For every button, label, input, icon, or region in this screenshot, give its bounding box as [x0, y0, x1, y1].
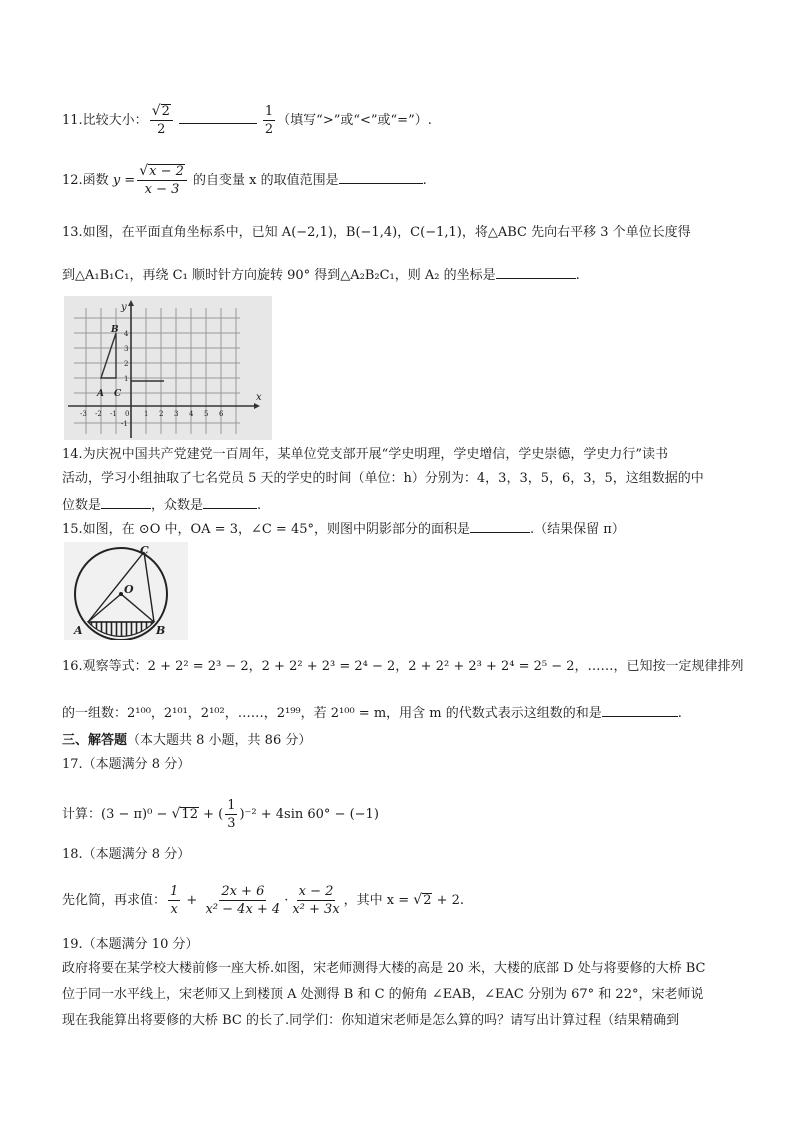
question-16-line2: 的一组数：2¹⁰⁰，2¹⁰¹，2¹⁰²，……，2¹⁹⁹，若 2¹⁰⁰ = m，用含 m 的代数式表示这组数的和是 . — [62, 702, 682, 723]
question-16-line1: 16.观察等式：2 + 2² = 2³ − 2，2 + 2² + 2³ = 2⁴ − 2，2 + 2² + 2³ + 2⁴ = 2⁵ − 2，……，已知按一定规律排列 — [62, 659, 744, 674]
circle-svg — [64, 542, 188, 640]
answer-blank[interactable] — [470, 518, 530, 533]
answer-blank[interactable] — [602, 702, 678, 717]
question-11: 11.比较大小： $\frac{√2}{2}$ $\frac{1}{2}$ （填写“>”或“<”或“=”）. — [62, 103, 432, 137]
question-13-line1: 13.如图，在平面直角坐标系中，已知 A(−2,1)，B(−1,4)，C(−1,1)，将△ABC 先向右平移 3 个单位长度得 — [62, 225, 691, 240]
x-tick: 0 — [125, 410, 130, 418]
question-14-line1: 14.为庆祝中国共产党建党一百周年，某单位党支部开展“学史明理，学史增信，学史崇德，学史力行”读书 — [62, 447, 668, 462]
answer-blank[interactable] — [496, 264, 576, 279]
coordinate-grid-figure — [64, 296, 272, 440]
point-label-b: B — [156, 624, 166, 637]
fraction-sqrt2-over-2: $\frac{√2}{2}$ — [150, 104, 173, 137]
point-label-b: B — [111, 325, 119, 335]
y-tick: -1 — [121, 420, 128, 428]
y-tick: 2 — [124, 360, 129, 368]
y-axis-label: y — [121, 302, 127, 313]
section-note: （本大题共 8 小题，共 86 分） — [127, 733, 312, 748]
section-3-heading — [62, 732, 311, 750]
function-fraction: $\frac{√x - 2}{x - 3}$ — [137, 164, 187, 197]
question-19-line3: 现在我能算出将要修的大桥 BC 的长了.同学们：你知道宋老师是怎么算的吗？请写出计算过程（结果精确到 — [62, 1013, 680, 1028]
question-19-line1: 政府将要在某学校大楼前修一座大桥.如图，宋老师测得大楼的高是 20 米，大楼的底部 D 处与将要修的大桥 BC — [62, 961, 706, 976]
question-14-line3: 位数是 ，众数是 . — [62, 494, 261, 515]
fraction-one-half: $\frac{1}{2}$ — [264, 104, 274, 137]
point-label-c: C — [114, 389, 122, 399]
question-19-line2: 位于同一水平线上，宋老师又上到楼顶 A 处测得 B 和 C 的俯角 ∠EAB，∠EAC 分别为 67° 和 22°，宋老师说 — [62, 987, 704, 1002]
question-12: 12.函数 y = $\frac{√x - 2}{x - 3}$ 的自变量 x 的取值范围是 . — [62, 163, 427, 197]
x-tick: 3 — [174, 410, 179, 418]
question-14-line2: 活动，学习小组抽取了七名党员 5 天的学史的时间（单位：h）分别为：4，3，3，5，6，3，5，这组数据的中 — [62, 471, 704, 486]
x-tick: 4 — [189, 410, 194, 418]
x-axis-label: x — [256, 392, 262, 403]
mode-blank[interactable] — [203, 494, 257, 509]
point-label-a: A — [97, 389, 104, 399]
y-tick: 4 — [124, 330, 129, 338]
question-18-header: 18.（本题满分 8 分） — [62, 847, 191, 862]
median-blank[interactable] — [101, 494, 151, 509]
center-point — [119, 592, 123, 596]
question-13-line2: 到△A₁B₁C₁，再绕 C₁ 顺时针方向旋转 90° 得到△A₂B₂C₁，则 A₂ 的坐标是 . — [62, 264, 580, 285]
section-title: 三、解答题 — [62, 733, 128, 748]
x-tick: -1 — [110, 410, 117, 418]
answer-blank[interactable] — [339, 169, 423, 184]
question-17-header: 17.（本题满分 8 分） — [62, 757, 191, 772]
x-tick: -2 — [95, 410, 102, 418]
y-tick: 1 — [124, 375, 129, 383]
x-tick: 5 — [204, 410, 209, 418]
coordinate-grid-svg — [64, 296, 272, 440]
question-19-header: 19.（本题满分 10 分） — [62, 937, 199, 952]
question-18-expression: 先化简，再求值： $\frac{1}{x}$ + $\frac{2x + 6}{\text{x² − 4x + 4}}$ · $\frac{x - 2}{\text{x² + 3x}}$ ，其中 x = √2 + 2. — [62, 884, 465, 917]
answer-blank[interactable] — [179, 109, 257, 124]
x-tick: 1 — [144, 410, 149, 418]
x-tick: 6 — [219, 410, 224, 418]
point-label-c: C — [140, 544, 149, 557]
question-17-expression: 计算：(3 − π)⁰ − √12 + ( $\frac{1}{3}$ )⁻² + 4sin 60° − (−1) — [62, 798, 379, 831]
point-label-o: O — [124, 583, 134, 596]
question-15: 15.如图，在 ⊙O 中，OA = 3，∠C = 45°，则图中阴影部分的面积是 .（结果保留 π） — [62, 518, 625, 539]
point-label-a: A — [74, 624, 83, 637]
y-tick: 3 — [124, 345, 129, 353]
x-tick: -3 — [80, 410, 87, 418]
x-tick: 2 — [159, 410, 164, 418]
circle-figure — [64, 542, 188, 640]
